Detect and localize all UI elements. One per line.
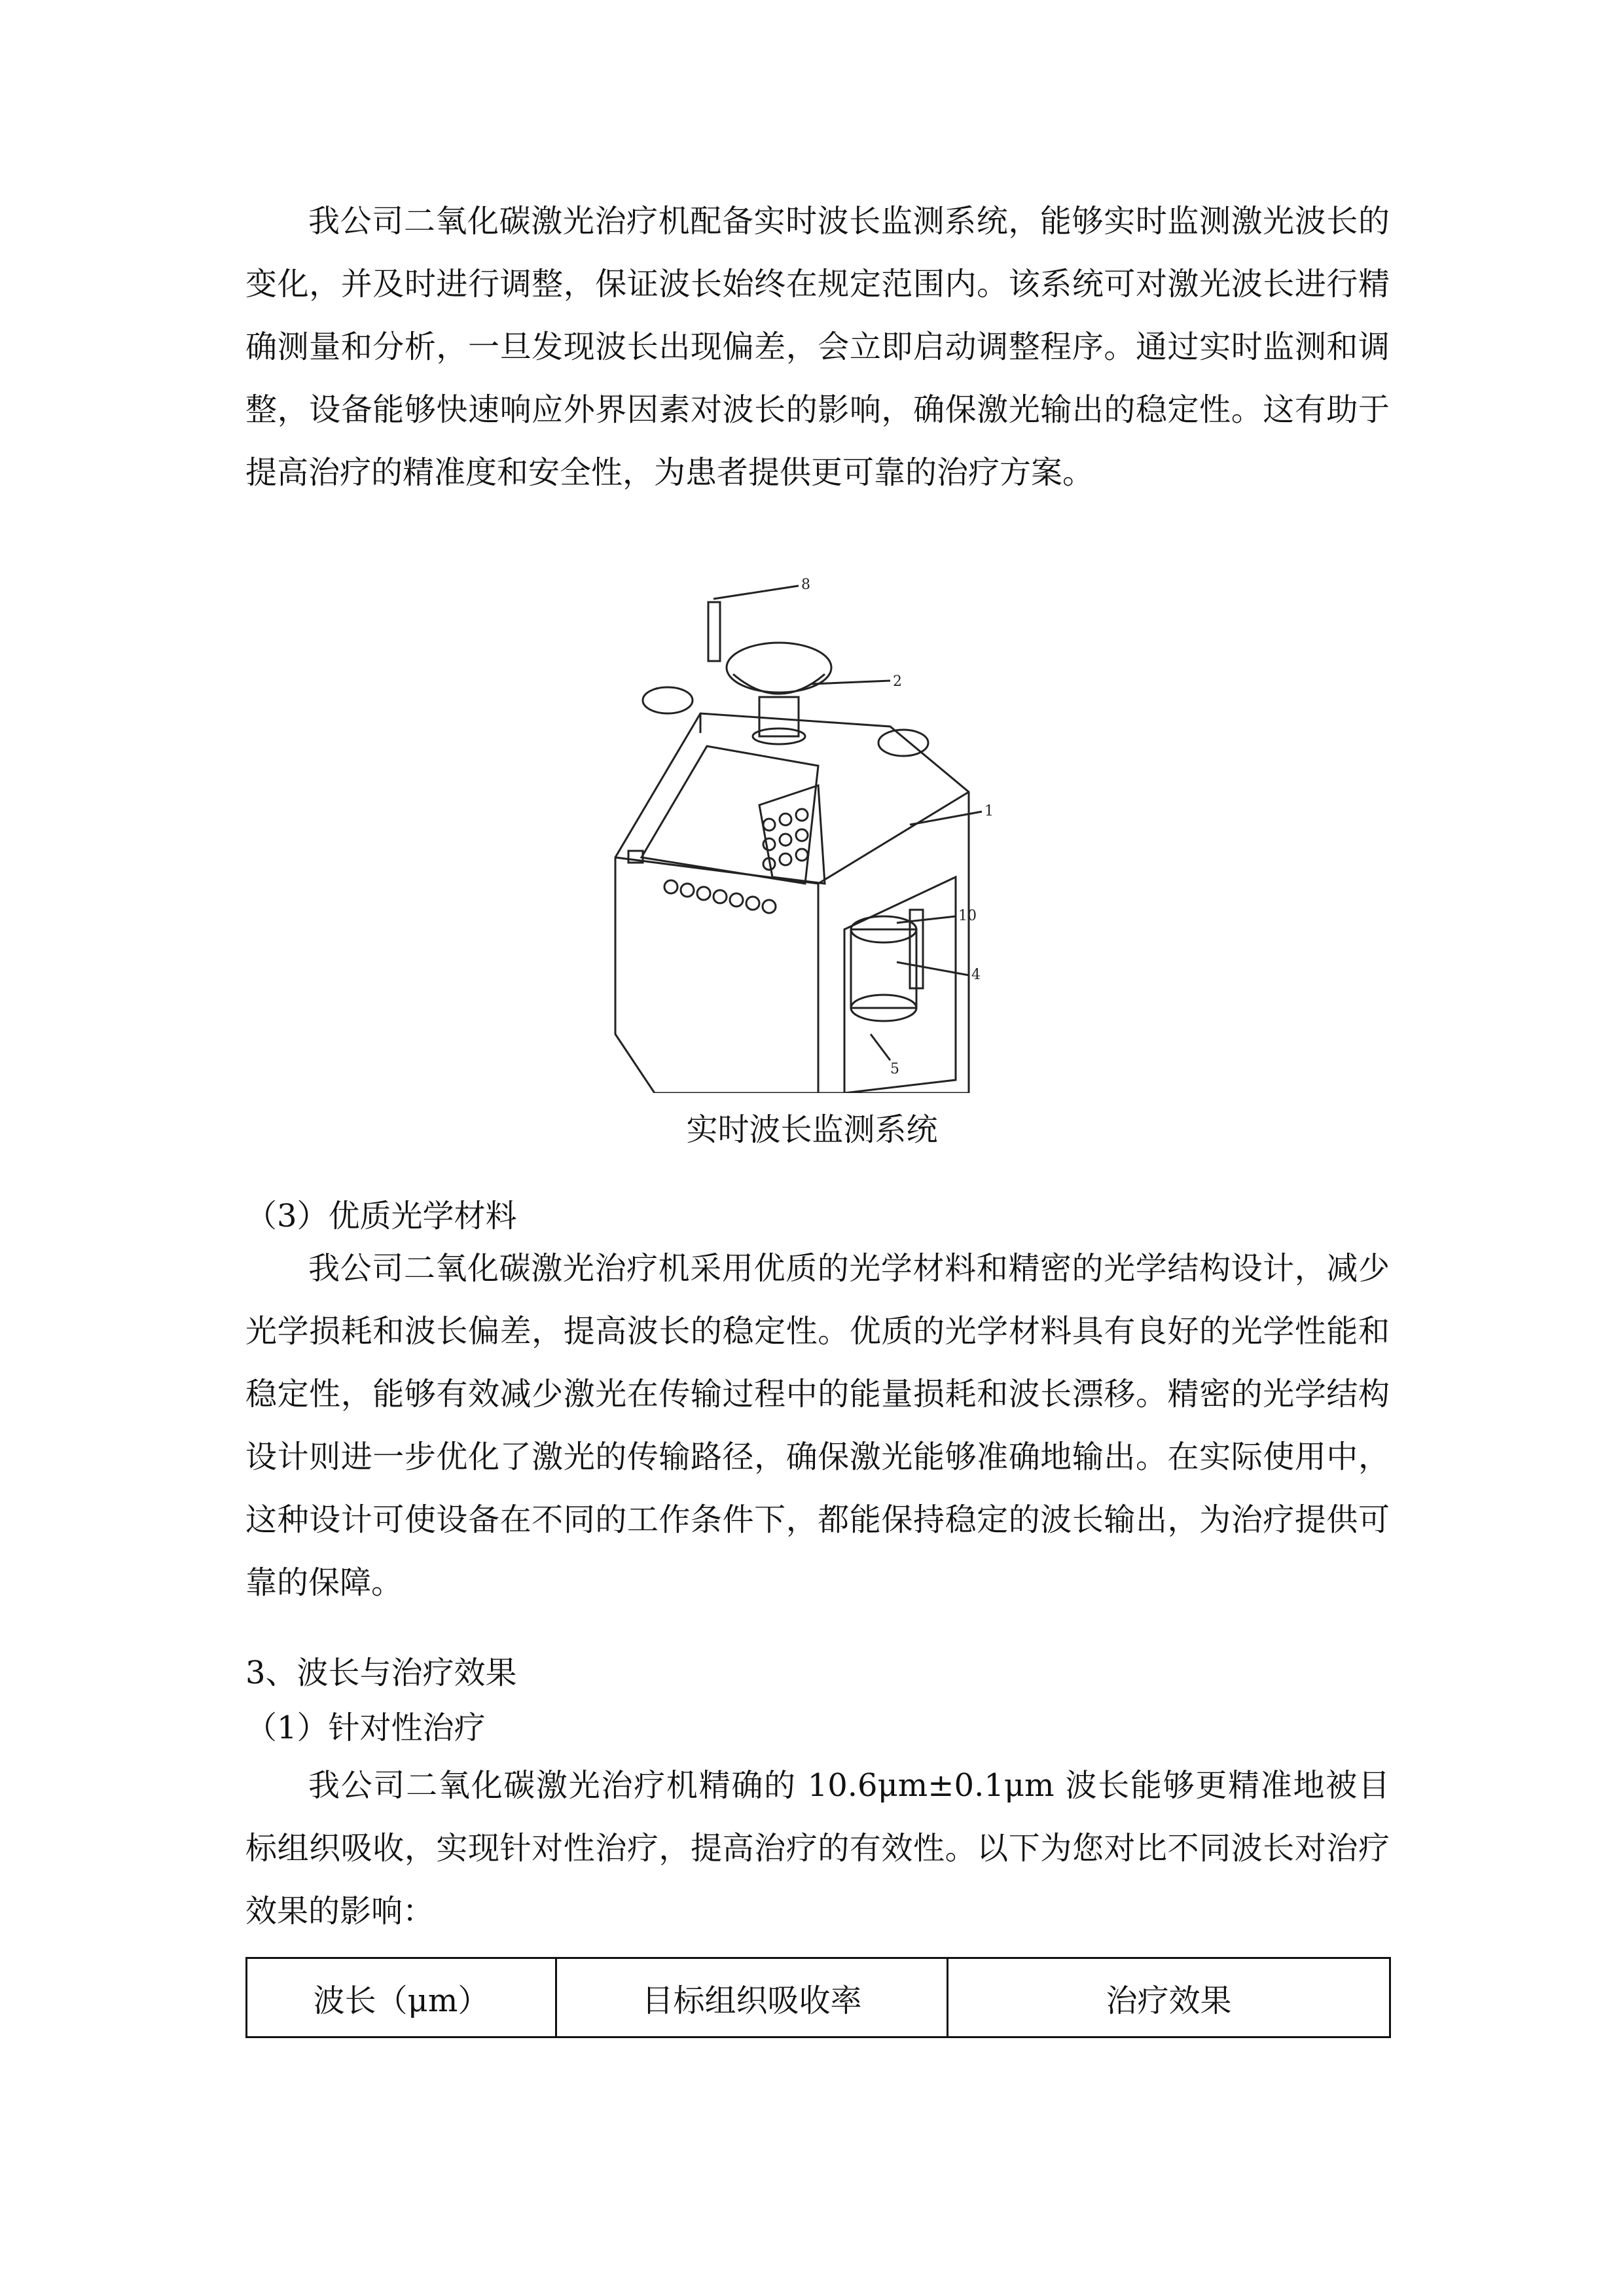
- heading-optical-materials: （3）优质光学材料: [245, 1198, 517, 1234]
- column-header-absorption: 目标组织吸收率: [556, 1958, 948, 2037]
- column-header-wavelength: 波长（μm）: [247, 1958, 556, 2037]
- callout-5: 5: [890, 1061, 899, 1077]
- figure-caption: 实时波长监测系统: [686, 1111, 938, 1148]
- paragraph-optical-materials: 我公司二氧化碳激光治疗机采用优质的光学材料和精密的光学结构设计，减少光学损耗和波长偏差，提高波长的稳定性。优质的光学材料具有良好的光学性能和稳定性，能够有效减少激光在传输过程中的能量损耗和波长漂移。精密的光学结构设计则进一步优化了激光的传输路径，确保激光能够准确地输出。在实际使用中，这种设计可使设备在不同的工作条件下，都能保持稳定的波长输出，为治疗提供可靠的保障。: [245, 1250, 1390, 1601]
- table-header-row: [247, 1958, 1390, 2037]
- callout-2: 2: [893, 673, 902, 690]
- heading-wavelength-effect: 3、波长与治疗效果: [245, 1655, 517, 1691]
- device-illustration: [602, 576, 1021, 1093]
- callout-8: 8: [801, 577, 810, 593]
- paragraph-wavelength-monitoring: 我公司二氧化碳激光治疗机配备实时波长监测系统，能够实时监测激光波长的变化，并及时进行调整，保证波长始终在规定范围内。该系统可对激光波长进行精确测量和分析，一旦发现波长出现偏差，会立即启动调整程序。通过实时监测和调整，设备能够快速响应外界因素对波长的影响，确保激光输出的稳定性。这有助于提高治疗的精准度和安全性，为患者提供更可靠的治疗方案。: [245, 203, 1390, 491]
- column-header-effect: 治疗效果: [948, 1958, 1390, 2037]
- wavelength-comparison-table: [245, 1957, 1391, 2038]
- callout-10: 10: [958, 908, 977, 924]
- callout-1: 1: [984, 803, 994, 819]
- heading-targeted-treatment: （1）针对性治疗: [245, 1710, 486, 1746]
- paragraph-targeted-treatment: 我公司二氧化碳激光治疗机精确的 10.6μm±0.1μm 波长能够更精准地被目标组织吸收，实现针对性治疗，提高治疗的有效性。以下为您对比不同波长对治疗效果的影响：: [245, 1767, 1390, 1929]
- callout-4: 4: [971, 967, 981, 983]
